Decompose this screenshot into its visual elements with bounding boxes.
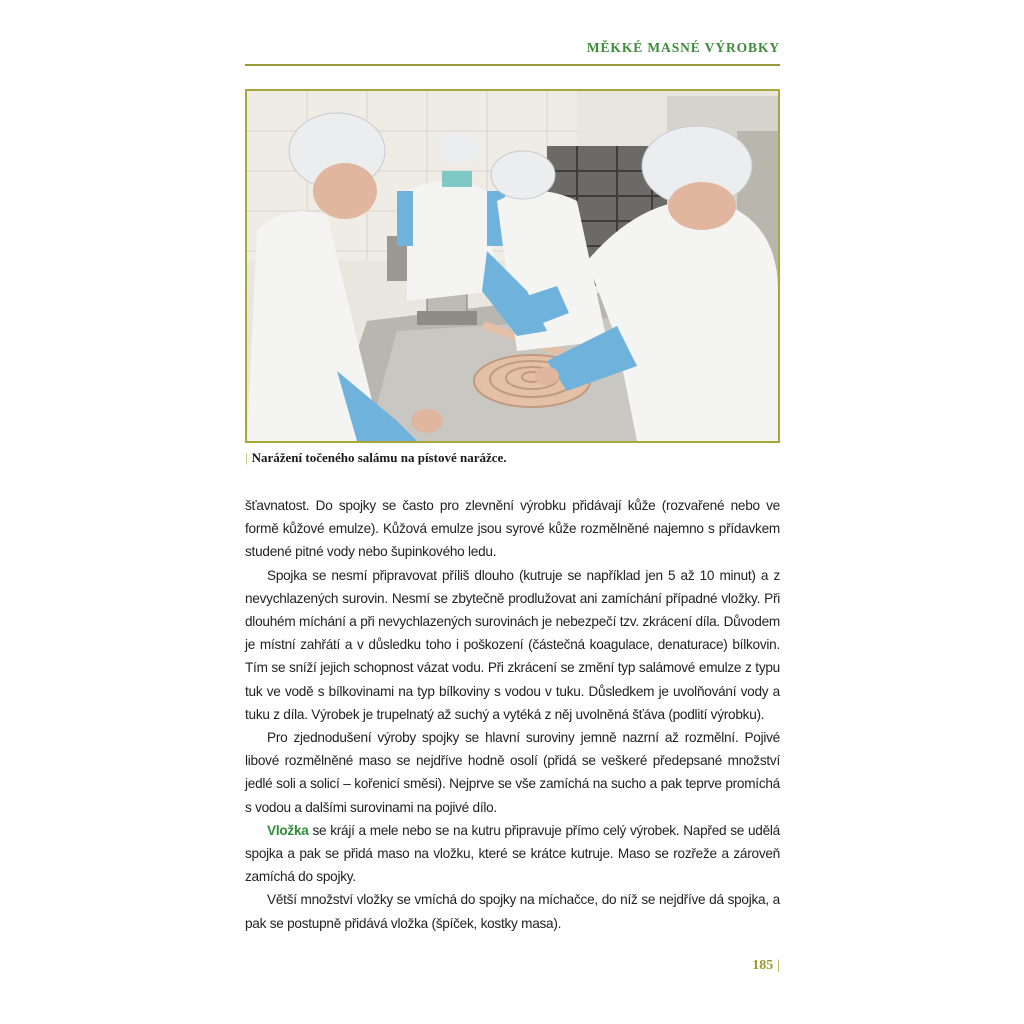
page-number-bar: |	[777, 958, 780, 973]
photo-illustration	[247, 91, 778, 441]
page-number-value: 185	[752, 958, 774, 973]
paragraph-rest: se krájí a mele nebo se na kutru připravuje přímo celý výrobek. Napřed se udělá spojka a pak se přidá maso na vložku, které se krátce kutruje. Maso se rozřeže a zároveň zamíchá do spojky.	[245, 822, 780, 885]
figure-photo	[245, 89, 780, 443]
paragraph: Spojka se nesmí připravovat příliš dlouho (kutruje se například jen 5 až 10 minut) a z nevychlazených surovin. Nesmí se zbytečně prodlužovat ani zamíchání případné vložky. Při dlouhém míchání a při nevychlazených surovinách je nebezpečí tzv. zkrácení díla. Důvodem je místní zahřátí a v důsledku toho i poškození (částečná koagulace, denaturace) bílkovin. Tím se sníží jejich schopnost vázat vodu. Při zkrácení se změní typ salámové emulze z typu tuk ve vodě s bílkovinami na typ bílkoviny s vodou v tuku. Důsledkem je uvolňování vody a tuku z díla. Výrobek je trupelnatý až suchý a vytéká z něj uvolněná šťáva (podlití výrobku).	[245, 567, 780, 722]
page-number	[752, 958, 780, 974]
caption-text: Narážení točeného salámu na pístové narážce.	[251, 450, 507, 465]
paragraph: Pro zjednodušení výroby spojky se hlavní suroviny jemně nazrní až rozmělní. Pojivé libové rozmělněné maso se nejdříve hodně osolí (přidá se veškeré předepsané množství jedlé soli a solicí – kořenicí směsi). Nejprve se vše zamíchá na sucho a pak teprve promíchá s vodou a dalšími surovinami na pojivé dílo.	[245, 730, 780, 815]
caption-bar: |	[245, 450, 248, 465]
keyword-vlozka: Vložka	[267, 822, 309, 838]
paragraph: šťavnatost. Do spojky se často pro zlevnění výrobku přidávají kůže (rozvařené nebo ve formě kůžové emulze). Kůžová emulze jsou syrové kůže rozmělněné najemno s přídavkem studené pitné vody nebo šupinkového ledu.	[245, 498, 780, 560]
paragraph	[245, 819, 780, 889]
figure-caption	[245, 450, 785, 466]
header-rule	[245, 64, 780, 66]
running-title: MĚKKÉ MASNÉ VÝROBKY	[586, 40, 780, 55]
body-text	[245, 494, 780, 935]
paragraph: Větší množství vložky se vmíchá do spojky na míchačce, do níž se nejdříve dá spojka, a pak se postupně přidává vložka (špíček, kostky masa).	[245, 892, 780, 931]
